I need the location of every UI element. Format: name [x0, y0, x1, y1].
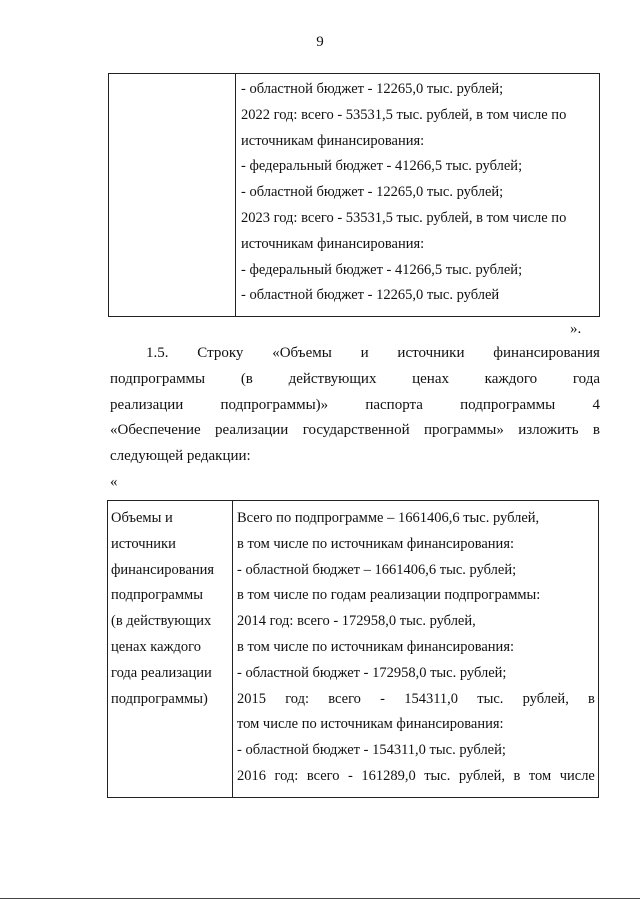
- page-number: 9: [316, 34, 324, 50]
- funding-table: [107, 500, 599, 798]
- table-line: - федеральный бюджет - 41266,5 тыс. рублей;: [241, 261, 523, 278]
- word: 154311,0: [404, 690, 459, 707]
- amendment-paragraph: [110, 341, 600, 470]
- table-line: источникам финансирования:: [241, 132, 425, 149]
- word: год:: [274, 767, 299, 784]
- paragraph-line-3: [110, 393, 600, 419]
- word: каждого: [484, 370, 538, 387]
- word: 2016: [237, 767, 266, 784]
- word: (в: [240, 370, 253, 387]
- word: подпрограммы: [460, 396, 556, 413]
- table-line: - областной бюджет - 172958,0 тыс. рублей;: [237, 664, 507, 681]
- word: в: [588, 690, 595, 707]
- word: рублей,: [522, 690, 569, 707]
- paragraph-line-2: [110, 367, 600, 393]
- word: в: [513, 767, 521, 784]
- word: 2015: [237, 690, 266, 707]
- table-line: в том числе по годам реализации подпрограммы:: [237, 587, 541, 604]
- table-line: - областной бюджет - 12265,0 тыс. рублей;: [241, 184, 504, 201]
- word: всего: [306, 767, 340, 784]
- table-line: том числе по источникам финансирования:: [237, 716, 504, 733]
- word: 161289,0: [361, 767, 416, 784]
- word: год:: [285, 690, 310, 707]
- word: -: [380, 690, 385, 707]
- table-line: - областной бюджет – 1661406,6 тыс. рублей;: [237, 561, 517, 578]
- word: ценах: [412, 370, 449, 387]
- word: подпрограммы)»: [220, 396, 329, 413]
- word: «Объемы: [272, 345, 332, 361]
- table-line: 2022 год: всего - 53531,5 тыс. рублей, в том числе по: [241, 106, 567, 123]
- table-left-cell: [111, 506, 229, 712]
- word: изложить: [518, 422, 579, 439]
- word: тыс.: [424, 767, 451, 784]
- word: реализации: [215, 422, 289, 439]
- continuation-table: [108, 73, 600, 317]
- word: паспорта: [365, 396, 423, 413]
- word: всего: [328, 690, 361, 707]
- table-line: источникам финансирования:: [241, 235, 425, 252]
- table-line: 2023 год: всего - 53531,5 тыс. рублей, в том числе по: [241, 209, 567, 226]
- table-line-2016: [237, 764, 595, 790]
- word: 4: [592, 396, 600, 413]
- word: и: [360, 345, 369, 361]
- word: года: [572, 370, 600, 387]
- table-line: ценах каждого: [111, 638, 202, 655]
- word: действующих: [288, 370, 377, 387]
- table-line: подпрограммы: [111, 587, 203, 604]
- table-line: Всего по подпрограмме – 1661406,6 тыс. рублей,: [237, 510, 540, 526]
- word: «Обеспечение: [110, 422, 201, 439]
- closing-quote: ».: [570, 321, 582, 337]
- table-line-2015: [237, 687, 595, 713]
- table-line: - областной бюджет - 12265,0 тыс. рублей: [241, 287, 500, 304]
- table-line: - областной бюджет - 154311,0 тыс. рублей;: [237, 742, 506, 759]
- word: -: [347, 767, 353, 784]
- opening-quote: «: [110, 474, 118, 490]
- table-line: финансирования: [111, 561, 215, 578]
- word: реализации: [110, 396, 184, 413]
- paragraph-line-4: [110, 418, 600, 444]
- word: финансирования: [493, 345, 600, 361]
- word: подпрограммы: [110, 370, 206, 387]
- word: источники: [397, 345, 465, 361]
- table-line: в том числе по источникам финансирования:: [237, 638, 515, 655]
- table-line: - федеральный бюджет - 41266,5 тыс. рублей;: [241, 158, 523, 175]
- table-right-cell: [237, 506, 595, 790]
- word: 1.5.: [146, 345, 169, 361]
- paragraph-line-1: [110, 341, 600, 367]
- word: государственной: [302, 422, 410, 439]
- table-line: - областной бюджет - 12265,0 тыс. рублей;: [241, 81, 504, 97]
- page-bottom-rule: [0, 898, 640, 899]
- table-line: источники: [111, 535, 176, 552]
- table-line: подпрограммы): [111, 690, 208, 707]
- word: Строку: [197, 345, 244, 361]
- word: рублей,: [458, 767, 506, 784]
- table-column-divider: [232, 501, 233, 797]
- word: числе: [559, 767, 595, 784]
- table-right-cell: [241, 77, 593, 309]
- word: в: [592, 422, 600, 439]
- paragraph-line-5: следующей редакции:: [110, 448, 251, 465]
- table-column-divider: [235, 74, 236, 316]
- table-line: года реализации: [111, 664, 212, 681]
- word: тыс.: [477, 690, 504, 707]
- table-line: Объемы и: [111, 510, 173, 526]
- table-line: (в действующих: [111, 613, 212, 630]
- word: программы»: [423, 422, 504, 439]
- table-line: 2014 год: всего - 172958,0 тыс. рублей,: [237, 613, 476, 630]
- word: том: [528, 767, 552, 784]
- table-line: в том числе по источникам финансирования:: [237, 535, 515, 552]
